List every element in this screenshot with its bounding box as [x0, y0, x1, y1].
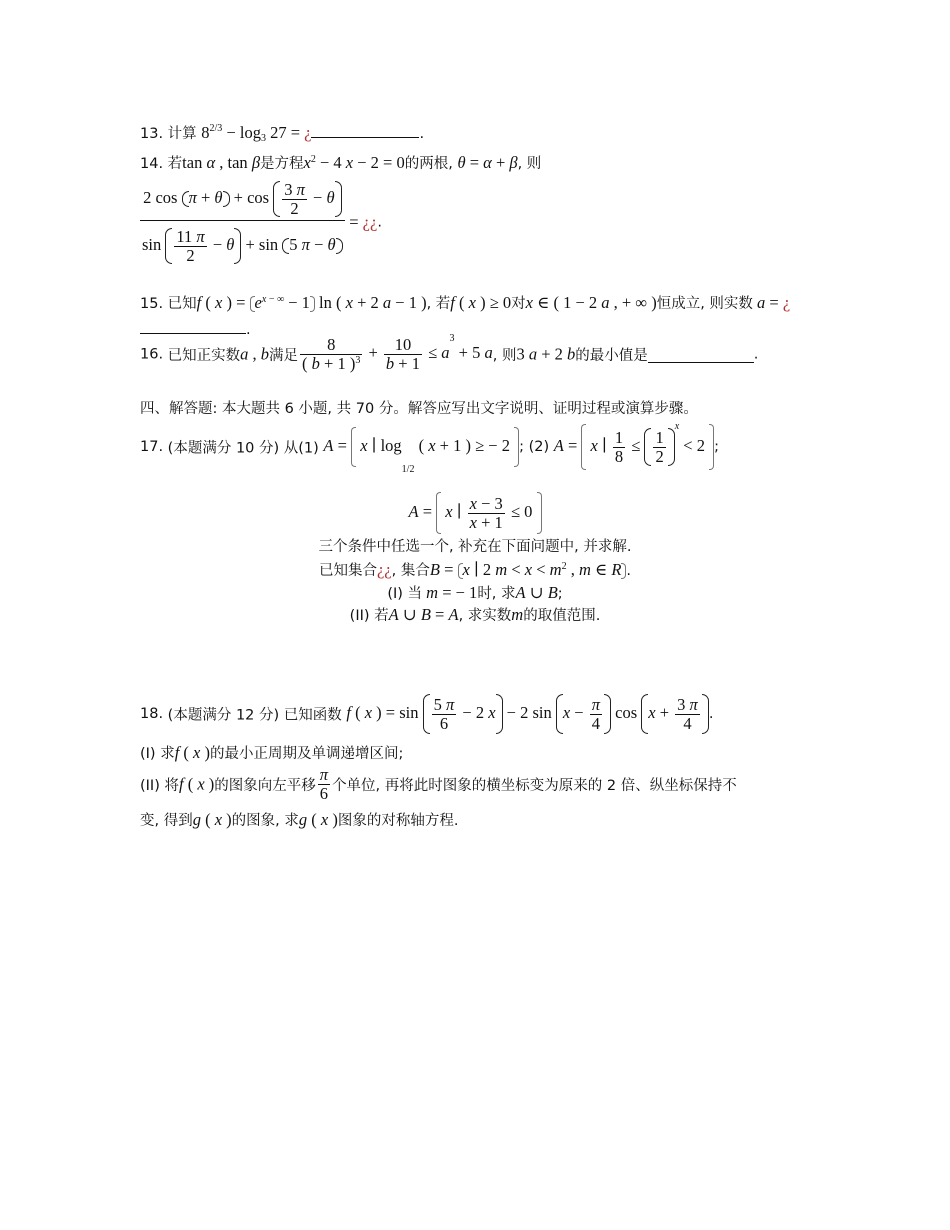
question-15: 15. 已知f ( x ) = $e^{x - \infty} - 1$ ln ( x + 2 a − 1 ), 若f ( x ) ≥ 0对x ∈ ( 1 − 2 a , + ∞ )恒成立, 则实数 a = ¿ — [140, 293, 791, 312]
q18-part-1: (I) 求f ( x )的最小正周期及单调递增区间; — [140, 743, 404, 762]
q17-part-2: (II) 若A ∪ B = A, 求实数m的取值范围. — [349, 605, 601, 624]
q18-part-2-line-2: 变, 得到g ( x )的图象, 求g ( x )图象的对称轴方程. — [140, 810, 459, 829]
answer-blank[interactable] — [140, 318, 246, 334]
question-18: 18. (本题满分 12 分) 已知函数 f ( x ) = sin $\frac{5 \pi}{6}$ − 2 x − 2 sin x − $\frac{\pi}{4}$ cos x + $\frac{3 \pi}{4}$ . — [140, 694, 714, 733]
q13-expression: $8^{2/3} - \log_3 27$ = ¿ — [201, 123, 312, 144]
answer-blank[interactable] — [311, 122, 419, 138]
q18-function: f ( x ) = sin $\frac{5 \pi}{6}$ − 2 x − 2 sin x − $\frac{\pi}{4}$ cos x + $\frac{3 \pi}{4}$ — [346, 703, 708, 722]
q17-instruction: 三个条件中任选一个, 补充在下面问题中, 并求解. — [318, 539, 632, 555]
condition-1: A = x ∣ $\log_{1/2}$ ( x + 1 ) ≥ − 2 — [323, 436, 519, 455]
q14-fraction: 2 cos π + θ + cos $\frac{3 \pi}{2}$ − θ sin $\frac{11 \pi}{2}$ − θ + sin 5 π − θ = ¿¿. — [140, 176, 382, 269]
condition-2: A = x ∣ $\frac{1}{8}$ ≤ $\frac{1}{2}$ $^x$ < 2 — [554, 436, 714, 455]
q17-part-1: (I) 当 m = − 1时, 求A ∪ B; — [387, 583, 563, 602]
question-16: 16. 已知正实数a , b满足 $\frac{8}{( b + 1 )^3}$ + $\frac{10}{b + 1}$ ≤ $a^3 + 5$ a, 则3 a + 2 b的最小值是 . — [140, 332, 759, 373]
condition-3: A = x ∣ $\frac{x - 3}{x + 1}$ ≤ 0 — [140, 490, 810, 534]
question-17: 17. (本题满分 10 分) 从(1) A = x ∣ $\log_{1/2}$ ( x + 1 ) ≥ − 2 ; (2) A = x ∣ $\frac{1}{8}$ ≤ $\frac{1}{2}$ $^x$ < 2 ; — [140, 420, 719, 475]
question-13: 13. 计算 $8^{2/3} - \log_3 27$ = ¿ . — [140, 123, 425, 144]
question-14: 14. 若tan α , tan β是方程$x^2 - 4$ x − 2 = 0的两根, θ = α + β, 则 — [140, 153, 542, 172]
q15-answer-line: . — [140, 318, 251, 340]
q18-part-2: (II) 将f ( x )的图象向左平移 $\frac{\pi}{6}$ 个单位, 再将此时图象的横坐标变为原来的 2 倍、纵坐标保持不 — [140, 765, 737, 803]
q17-known: 已知集合¿¿, 集合B = x ∣ 2 $m < x < m^2$ , m ∈ R . — [318, 560, 632, 579]
answer-blank[interactable] — [648, 347, 754, 363]
section-4-heading: 四、解答题: 本大题共 6 小题, 共 70 分。解答应写出文字说明、证明过程或演算步骤。 — [140, 401, 698, 417]
